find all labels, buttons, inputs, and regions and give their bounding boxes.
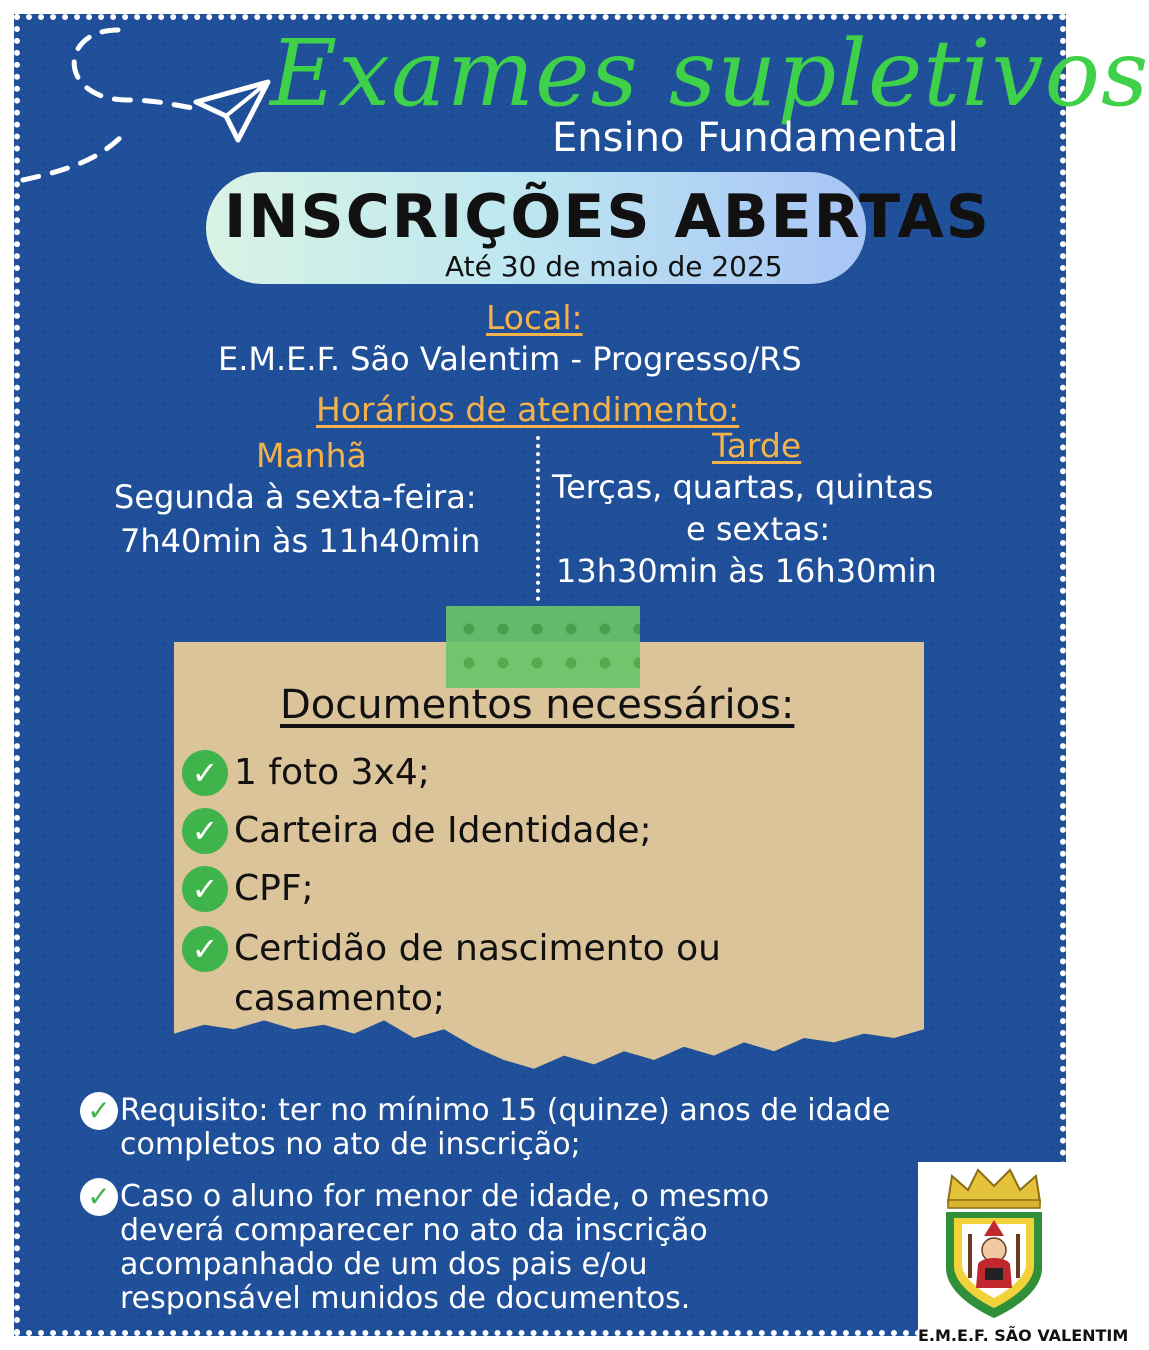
- schedule-label: Horários de atendimento:: [316, 390, 740, 429]
- requirement-line: Caso o aluno for menor de idade, o mesmo: [120, 1179, 770, 1214]
- afternoon-title: Tarde: [712, 426, 802, 465]
- page-title: Exames supletivos: [270, 20, 1149, 127]
- schedule-divider: [536, 436, 540, 601]
- morning-hours: 7h40min às 11h40min: [120, 522, 481, 560]
- page-subtitle: Ensino Fundamental: [552, 115, 959, 161]
- school-crest-icon: [938, 1164, 1050, 1322]
- morning-days: Segunda à sexta-feira:: [114, 478, 477, 516]
- local-label: Local:: [486, 298, 583, 337]
- check-circle-icon: ✓: [182, 866, 228, 912]
- requirement-line: responsável munidos de documentos.: [120, 1281, 691, 1316]
- requirement-line: deverá comparecer no ato da inscrição: [120, 1213, 708, 1248]
- document-item: 1 foto 3x4;: [234, 752, 430, 793]
- requirement-line: completos no ato de inscrição;: [120, 1127, 581, 1162]
- afternoon-days-1: Terças, quartas, quintas: [552, 468, 934, 506]
- check-circle-icon: ✓: [182, 808, 228, 854]
- registration-deadline: Até 30 de maio de 2025: [445, 250, 783, 283]
- document-item-continued: casamento;: [234, 978, 445, 1019]
- document-item: CPF;: [234, 868, 314, 909]
- school-logo-caption: E.M.E.F. SÃO VALENTIM: [918, 1326, 1129, 1345]
- registration-title: INSCRIÇÕES ABERTAS: [224, 182, 992, 252]
- afternoon-hours: 13h30min às 16h30min: [556, 552, 937, 590]
- check-circle-icon: ✓: [80, 1178, 118, 1216]
- requirement-line: acompanhado de um dos pais e/ou: [120, 1247, 648, 1282]
- local-value: E.M.E.F. São Valentim - Progresso/RS: [218, 340, 802, 378]
- paper-plane-icon: [192, 76, 272, 146]
- check-circle-icon: ✓: [182, 750, 228, 796]
- afternoon-days-2: e sextas:: [686, 510, 831, 548]
- check-circle-icon: ✓: [80, 1092, 118, 1130]
- check-circle-icon: ✓: [182, 926, 228, 972]
- requirement-line: Requisito: ter no mínimo 15 (quinze) anos de idade: [120, 1093, 891, 1128]
- document-item: Certidão de nascimento ou: [234, 928, 721, 969]
- morning-title: Manhã: [256, 436, 367, 475]
- tape-decoration: [446, 606, 640, 688]
- documents-title: Documentos necessários:: [280, 682, 795, 728]
- document-item: Carteira de Identidade;: [234, 810, 652, 851]
